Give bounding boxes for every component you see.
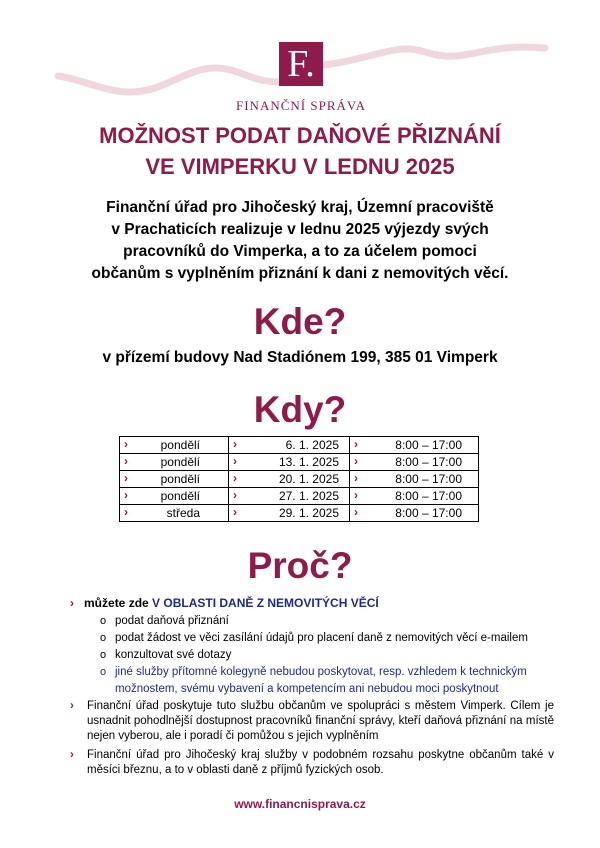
footer-url-link[interactable]: www.financnisprava.cz <box>234 797 366 811</box>
chevron-right-icon: › <box>124 471 128 485</box>
day-cell-text: středa <box>166 506 200 520</box>
list-item <box>100 664 560 698</box>
time-cell <box>350 437 479 454</box>
day-cell-text: pondělí <box>160 472 200 486</box>
chevron-right-icon: › <box>354 505 358 519</box>
chevron-right-icon: › <box>124 437 128 451</box>
chevron-right-icon: › <box>233 437 237 451</box>
schedule-table <box>119 436 479 522</box>
paragraph-cooperation <box>70 699 554 744</box>
chevron-right-icon: › <box>233 488 237 502</box>
why-sublist <box>100 613 560 698</box>
chevron-right-icon: › <box>233 505 237 519</box>
day-cell-text: pondělí <box>160 438 200 452</box>
chevron-right-icon: › <box>233 454 237 468</box>
date-cell-text: 6. 1. 2025 <box>285 438 339 452</box>
table-row <box>120 471 479 488</box>
title-line-1: MOŽNOST PODAT DAŇOVÉ PŘIZNÁNÍ <box>99 123 501 148</box>
paragraph-march <box>70 748 554 778</box>
day-cell <box>120 488 229 505</box>
intro-line: v Prachaticích realizuje v lednu 2025 výjezdy svých <box>111 221 489 238</box>
list-item <box>100 647 560 664</box>
when-heading: Kdy? <box>253 389 347 430</box>
logo-icon: F. <box>279 42 323 86</box>
logo-text: FINANČNÍ SPRÁVA <box>236 98 366 113</box>
address: v přízemí budovy Nad Stadiónem 199, 385 01 Vimperk <box>102 349 498 366</box>
day-cell-text: pondělí <box>160 489 200 503</box>
chevron-right-icon: › <box>354 454 358 468</box>
chevron-right-icon: › <box>124 454 128 468</box>
date-cell <box>229 437 350 454</box>
intro-line: pracovníků do Vimperka, a to za účelem pomoci <box>123 243 477 260</box>
date-cell <box>229 488 350 505</box>
day-cell-text: pondělí <box>160 455 200 469</box>
table-row <box>120 454 479 471</box>
date-cell-text: 27. 1. 2025 <box>278 489 339 503</box>
time-cell-text: 8:00 – 17:00 <box>395 506 462 520</box>
paragraph-text: Finanční úřad pro Jihočeský kraj služby v podobném rozsahu poskytne občanům také v měsíci březnu, a to v oblasti daně z příjmů fyzických osob. <box>87 749 554 776</box>
chevron-right-icon: › <box>70 596 74 610</box>
title-line-2: VE VIMPERKU V LEDNU 2025 <box>145 154 455 179</box>
bullet-prefix: můžete zde <box>84 596 149 610</box>
chevron-right-icon: › <box>354 471 358 485</box>
table-row <box>120 488 479 505</box>
chevron-right-icon: › <box>124 505 128 519</box>
circle-bullet-icon: o <box>100 666 107 678</box>
time-cell-text: 8:00 – 17:00 <box>395 455 462 469</box>
table-row <box>120 437 479 454</box>
list-item <box>100 630 560 647</box>
chevron-right-icon: › <box>70 700 74 712</box>
day-cell <box>120 505 229 522</box>
time-cell <box>350 471 479 488</box>
why-heading: Proč? <box>247 545 353 586</box>
date-cell <box>229 471 350 488</box>
intro-line: Finanční úřad pro Jihočeský kraj, Územní pracoviště <box>106 199 494 216</box>
circle-bullet-icon: o <box>100 649 107 661</box>
bullet-highlight: V OBLASTI DANĚ Z NEMOVITÝCH VĚCÍ <box>152 596 379 610</box>
date-cell-text: 20. 1. 2025 <box>278 472 339 486</box>
why-main-bullet <box>70 596 379 610</box>
chevron-right-icon: › <box>354 437 358 451</box>
circle-bullet-icon: o <box>100 615 107 627</box>
date-cell-text: 13. 1. 2025 <box>278 455 339 469</box>
chevron-right-icon: › <box>233 471 237 485</box>
chevron-right-icon: › <box>70 749 74 761</box>
circle-bullet-icon: o <box>100 632 107 644</box>
date-cell <box>229 505 350 522</box>
list-item-text: podat daňová přiznání <box>115 615 229 627</box>
time-cell-text: 8:00 – 17:00 <box>395 489 462 503</box>
list-item-text: podat žádost ve věci zasílání údajů pro placení daně z nemovitých věcí e-mailem <box>115 632 528 644</box>
time-cell-text: 8:00 – 17:00 <box>395 472 462 486</box>
time-cell <box>350 454 479 471</box>
day-cell <box>120 454 229 471</box>
list-item-text: jiné služby přítomné kolegyně nebudou poskytovat, resp. vzhledem k technickým možnostem, svému vybavení a kompetencím ani nebudou moci poskytnout <box>115 666 527 695</box>
chevron-right-icon: › <box>124 488 128 502</box>
day-cell <box>120 437 229 454</box>
time-cell <box>350 488 479 505</box>
paragraph-text: Finanční úřad poskytuje tuto službu občanům ve spolupráci s městem Vimperk. Cílem je usnadnit pohodlnější dostupnost pracovníků finanční správy, kteří daňová přiznání na místě nejen vyberou, ale i poradí či pomůžou s jejich vyplněním <box>87 700 554 742</box>
day-cell <box>120 471 229 488</box>
chevron-right-icon: › <box>354 488 358 502</box>
date-cell-text: 29. 1. 2025 <box>278 506 339 520</box>
intro-line: občanům s vyplněním přiznání k dani z nemovitých věcí. <box>91 265 509 282</box>
intro-paragraph <box>40 197 560 285</box>
list-item <box>100 613 560 630</box>
date-cell <box>229 454 350 471</box>
list-item-text: konzultovat své dotazy <box>115 649 232 661</box>
time-cell-text: 8:00 – 17:00 <box>395 438 462 452</box>
table-row <box>120 505 479 522</box>
time-cell <box>350 505 479 522</box>
where-heading: Kde? <box>253 301 347 342</box>
